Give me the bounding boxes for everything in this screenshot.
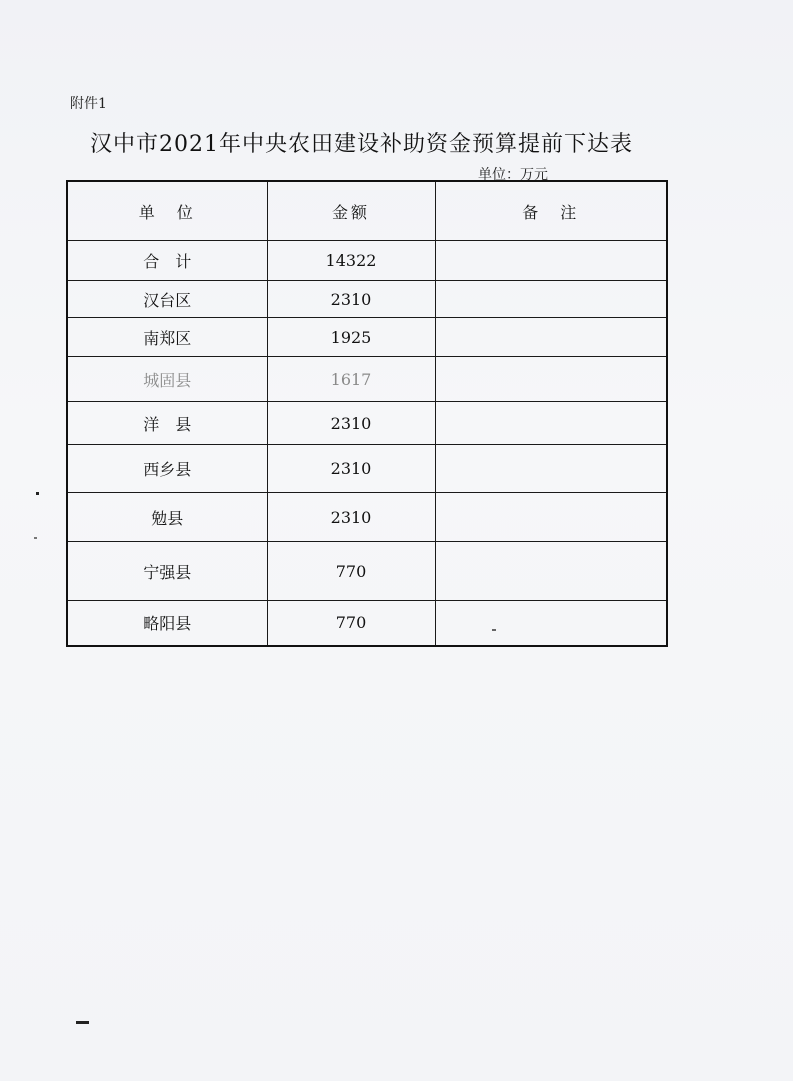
row-amount-total: 14322 (267, 241, 435, 281)
header-unit: 单 位 (67, 181, 267, 241)
row-amount: 2310 (267, 493, 435, 542)
row-note (435, 281, 667, 318)
row-amount: 2310 (267, 402, 435, 445)
row-amount: 2310 (267, 445, 435, 493)
row-unit: 勉县 (67, 493, 267, 542)
row-unit: 宁强县 (67, 542, 267, 601)
scan-speck (76, 1021, 89, 1024)
attachment-label: 附件1 (70, 96, 107, 112)
table-header-row (67, 181, 667, 241)
table-row (67, 357, 667, 402)
row-note (435, 241, 667, 281)
row-unit: 南郑区 (67, 318, 267, 357)
scan-speck (34, 537, 37, 539)
header-note: 备 注 (435, 181, 667, 241)
table-row (67, 241, 667, 281)
row-note (435, 445, 667, 493)
row-unit: 汉台区 (67, 281, 267, 318)
row-note (435, 357, 667, 402)
table-row (67, 281, 667, 318)
row-unit: 西乡县 (67, 445, 267, 493)
budget-table (66, 180, 668, 647)
row-unit: 城固县 (67, 357, 267, 402)
row-amount: 770 (267, 542, 435, 601)
table-row (67, 601, 667, 646)
table-row (67, 445, 667, 493)
scan-speck (492, 629, 496, 631)
header-amount: 金额 (267, 181, 435, 241)
table-row (67, 493, 667, 542)
row-note (435, 601, 667, 646)
row-amount: 770 (267, 601, 435, 646)
row-unit: 略阳县 (67, 601, 267, 646)
document-title: 汉中市2021年中央农田建设补助资金预算提前下达表 (90, 132, 633, 157)
row-note (435, 542, 667, 601)
scan-speck (36, 492, 39, 495)
row-unit: 洋 县 (67, 402, 267, 445)
table-row (67, 318, 667, 357)
row-note (435, 318, 667, 357)
unit-label: 单位：万元 (478, 167, 548, 183)
row-amount: 2310 (267, 281, 435, 318)
table-row (67, 402, 667, 445)
row-amount: 1617 (267, 357, 435, 402)
row-unit-total: 合 计 (67, 241, 267, 281)
row-amount: 1925 (267, 318, 435, 357)
row-note (435, 493, 667, 542)
row-note (435, 402, 667, 445)
table-row (67, 542, 667, 601)
